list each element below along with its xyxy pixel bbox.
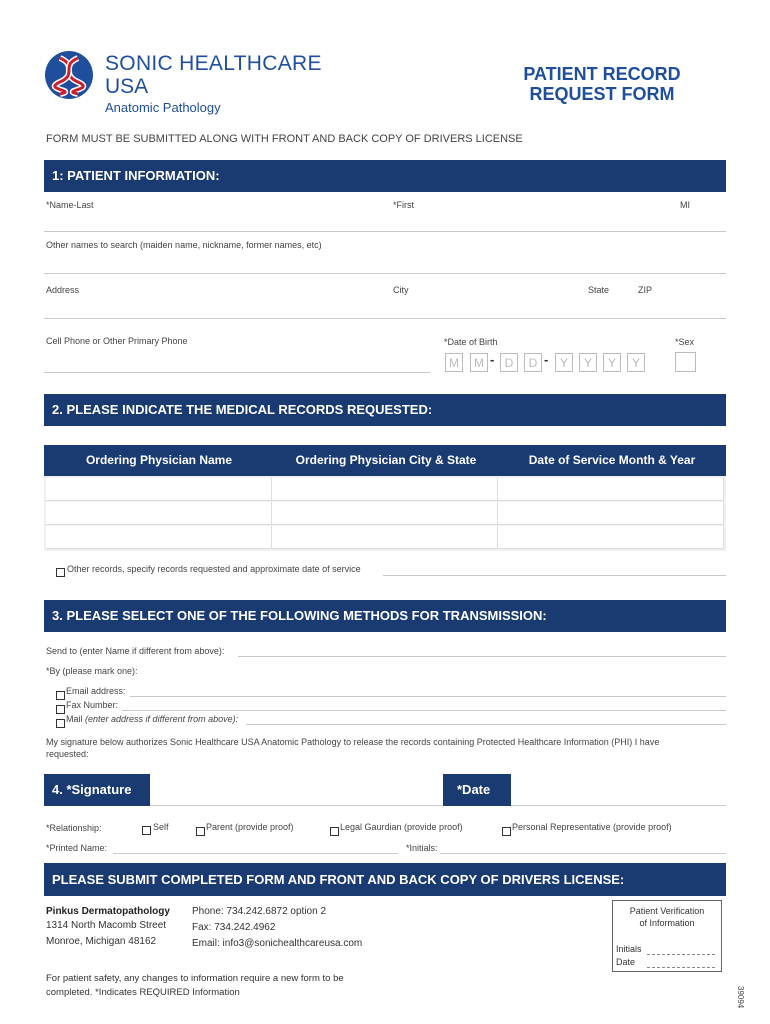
verification-initials-field[interactable] bbox=[647, 954, 715, 955]
initials-label: *Initials: bbox=[406, 843, 438, 853]
org-street: 1314 North Macomb Street bbox=[46, 920, 167, 931]
authorization-text: My signature below authorizes Sonic Healthcare USA Anatomic Pathology to release the records containing Protected Healthcare Information (PHI) I have requested: bbox=[46, 737, 660, 759]
table-cell[interactable] bbox=[46, 526, 272, 549]
table-cell[interactable] bbox=[46, 478, 272, 501]
initials-field[interactable] bbox=[440, 853, 726, 854]
self-label: Self bbox=[153, 822, 169, 832]
dob-month-1[interactable]: M bbox=[445, 353, 463, 372]
fax-label: Fax Number: bbox=[66, 700, 119, 710]
col-date-of-service: Date of Service Month & Year bbox=[528, 453, 696, 467]
org-name: Pinkus Dermatopathology bbox=[46, 906, 170, 917]
email-label: Email address: bbox=[66, 686, 126, 696]
section3-header: 3. PLEASE SELECT ONE OF THE FOLLOWING METHODS FOR TRANSMISSION: bbox=[44, 600, 726, 632]
dob-year-3[interactable]: Y bbox=[603, 353, 621, 372]
parent-label: Parent (provide proof) bbox=[206, 822, 294, 832]
brand-name-line1: SONIC HEALTHCARE bbox=[105, 52, 322, 75]
other-names-field[interactable] bbox=[44, 273, 726, 274]
verification-date-label: Date bbox=[616, 957, 636, 967]
guardian-label: Legal Gaurdian (provide proof) bbox=[340, 822, 463, 832]
dob-year-1[interactable]: Y bbox=[555, 353, 573, 372]
mail-note: (enter address if different from above): bbox=[85, 714, 239, 724]
send-to-field[interactable] bbox=[238, 656, 726, 657]
signature-header: 4. *Signature bbox=[44, 774, 150, 806]
mail-text: Mail bbox=[66, 714, 83, 724]
dob-month-2[interactable]: M bbox=[470, 353, 488, 372]
table-cell[interactable] bbox=[272, 502, 498, 525]
representative-label: Personal Representative (provide proof) bbox=[512, 822, 672, 832]
safety-note-2: completed. *Indicates REQUIRED Information bbox=[46, 987, 240, 998]
other-names-label: Other names to search (maiden name, nickname, former names, etc) bbox=[46, 240, 322, 250]
dob-day-1[interactable]: D bbox=[500, 353, 518, 372]
brand-subtitle: Anatomic Pathology bbox=[105, 100, 221, 115]
state-label: State bbox=[588, 285, 610, 295]
signature-field[interactable] bbox=[150, 805, 442, 806]
logo bbox=[44, 50, 94, 100]
contact-email[interactable]: Email: info3@sonichealthcareusa.com bbox=[192, 938, 363, 949]
license-notice: FORM MUST BE SUBMITTED ALONG WITH FRONT AND BACK COPY OF DRIVERS LICENSE bbox=[46, 133, 523, 145]
dob-day-2[interactable]: D bbox=[524, 353, 542, 372]
sex-label: *Sex bbox=[675, 337, 695, 347]
table-cell[interactable] bbox=[498, 478, 724, 501]
org-city-state: Monroe, Michigan 48162 bbox=[46, 936, 157, 947]
table-cell[interactable] bbox=[272, 526, 498, 549]
form-title-line1: PATIENT RECORD bbox=[523, 64, 681, 84]
section2-header: 2. PLEASE INDICATE THE MEDICAL RECORDS REQUESTED: bbox=[44, 394, 726, 426]
mail-label bbox=[66, 714, 238, 724]
printed-name-label: *Printed Name: bbox=[46, 843, 108, 853]
verification-box bbox=[612, 900, 722, 972]
table-cell[interactable] bbox=[498, 526, 724, 549]
other-records-checkbox[interactable] bbox=[56, 563, 67, 581]
dob-year-4[interactable]: Y bbox=[627, 353, 645, 372]
name-field[interactable] bbox=[44, 231, 726, 232]
contact-phone: Phone: 734.242.6872 option 2 bbox=[192, 906, 327, 917]
form-title-line2: REQUEST FORM bbox=[529, 84, 675, 104]
email-field[interactable] bbox=[130, 696, 726, 697]
other-records-label: Other records, specify records requested and approximate date of service bbox=[67, 564, 361, 574]
verification-title-1: Patient Verification bbox=[629, 906, 705, 916]
safety-note-1: For patient safety, any changes to information require a new form to be bbox=[46, 973, 344, 984]
address-label: Address bbox=[46, 285, 80, 295]
table-cell[interactable] bbox=[498, 502, 724, 525]
zip-label: ZIP bbox=[638, 285, 653, 295]
col-physician-name: Ordering Physician Name bbox=[85, 453, 233, 467]
section1-header: 1: PATIENT INFORMATION: bbox=[44, 160, 726, 192]
date-header: *Date bbox=[443, 774, 511, 806]
contact-fax: Fax: 734.242.4962 bbox=[192, 922, 276, 933]
address-field[interactable] bbox=[44, 318, 726, 319]
phone-field[interactable] bbox=[44, 372, 430, 373]
brand-name-line2: USA bbox=[105, 75, 149, 98]
dob-year-2[interactable]: Y bbox=[579, 353, 597, 372]
phone-label: Cell Phone or Other Primary Phone bbox=[46, 336, 188, 346]
sex-box[interactable] bbox=[675, 352, 696, 372]
submit-banner: PLEASE SUBMIT COMPLETED FORM AND FRONT AND BACK COPY OF DRIVERS LICENSE: bbox=[44, 863, 726, 896]
verification-initials-label: Initials bbox=[616, 944, 642, 954]
verification-date-field[interactable] bbox=[647, 967, 715, 968]
dob-separator-1: - bbox=[490, 352, 495, 367]
table-cell[interactable] bbox=[272, 478, 498, 501]
form-code: 39094 bbox=[736, 986, 745, 1009]
send-to-label: Send to (enter Name if different from above): bbox=[46, 646, 225, 656]
printed-name-field[interactable] bbox=[113, 853, 398, 854]
dob-separator-2: - bbox=[544, 352, 549, 367]
dna-logo-icon bbox=[44, 50, 94, 100]
mail-field[interactable] bbox=[246, 724, 726, 725]
name-last-label: *Name-Last bbox=[46, 200, 94, 210]
dob-label: *Date of Birth bbox=[444, 337, 498, 347]
col-physician-city-state: Ordering Physician City & State bbox=[295, 453, 477, 467]
city-label: City bbox=[393, 285, 409, 295]
verification-title-2: of Information bbox=[639, 918, 695, 928]
by-label: *By (please mark one): bbox=[46, 666, 138, 676]
other-records-field[interactable] bbox=[383, 575, 726, 576]
table-cell[interactable] bbox=[46, 502, 272, 525]
self-checkbox[interactable] bbox=[142, 821, 153, 839]
date-field[interactable] bbox=[511, 805, 726, 806]
fax-field[interactable] bbox=[122, 710, 726, 711]
first-name-label: *First bbox=[393, 200, 414, 210]
relationship-label: *Relationship: bbox=[46, 823, 102, 833]
mi-label: MI bbox=[680, 200, 690, 210]
